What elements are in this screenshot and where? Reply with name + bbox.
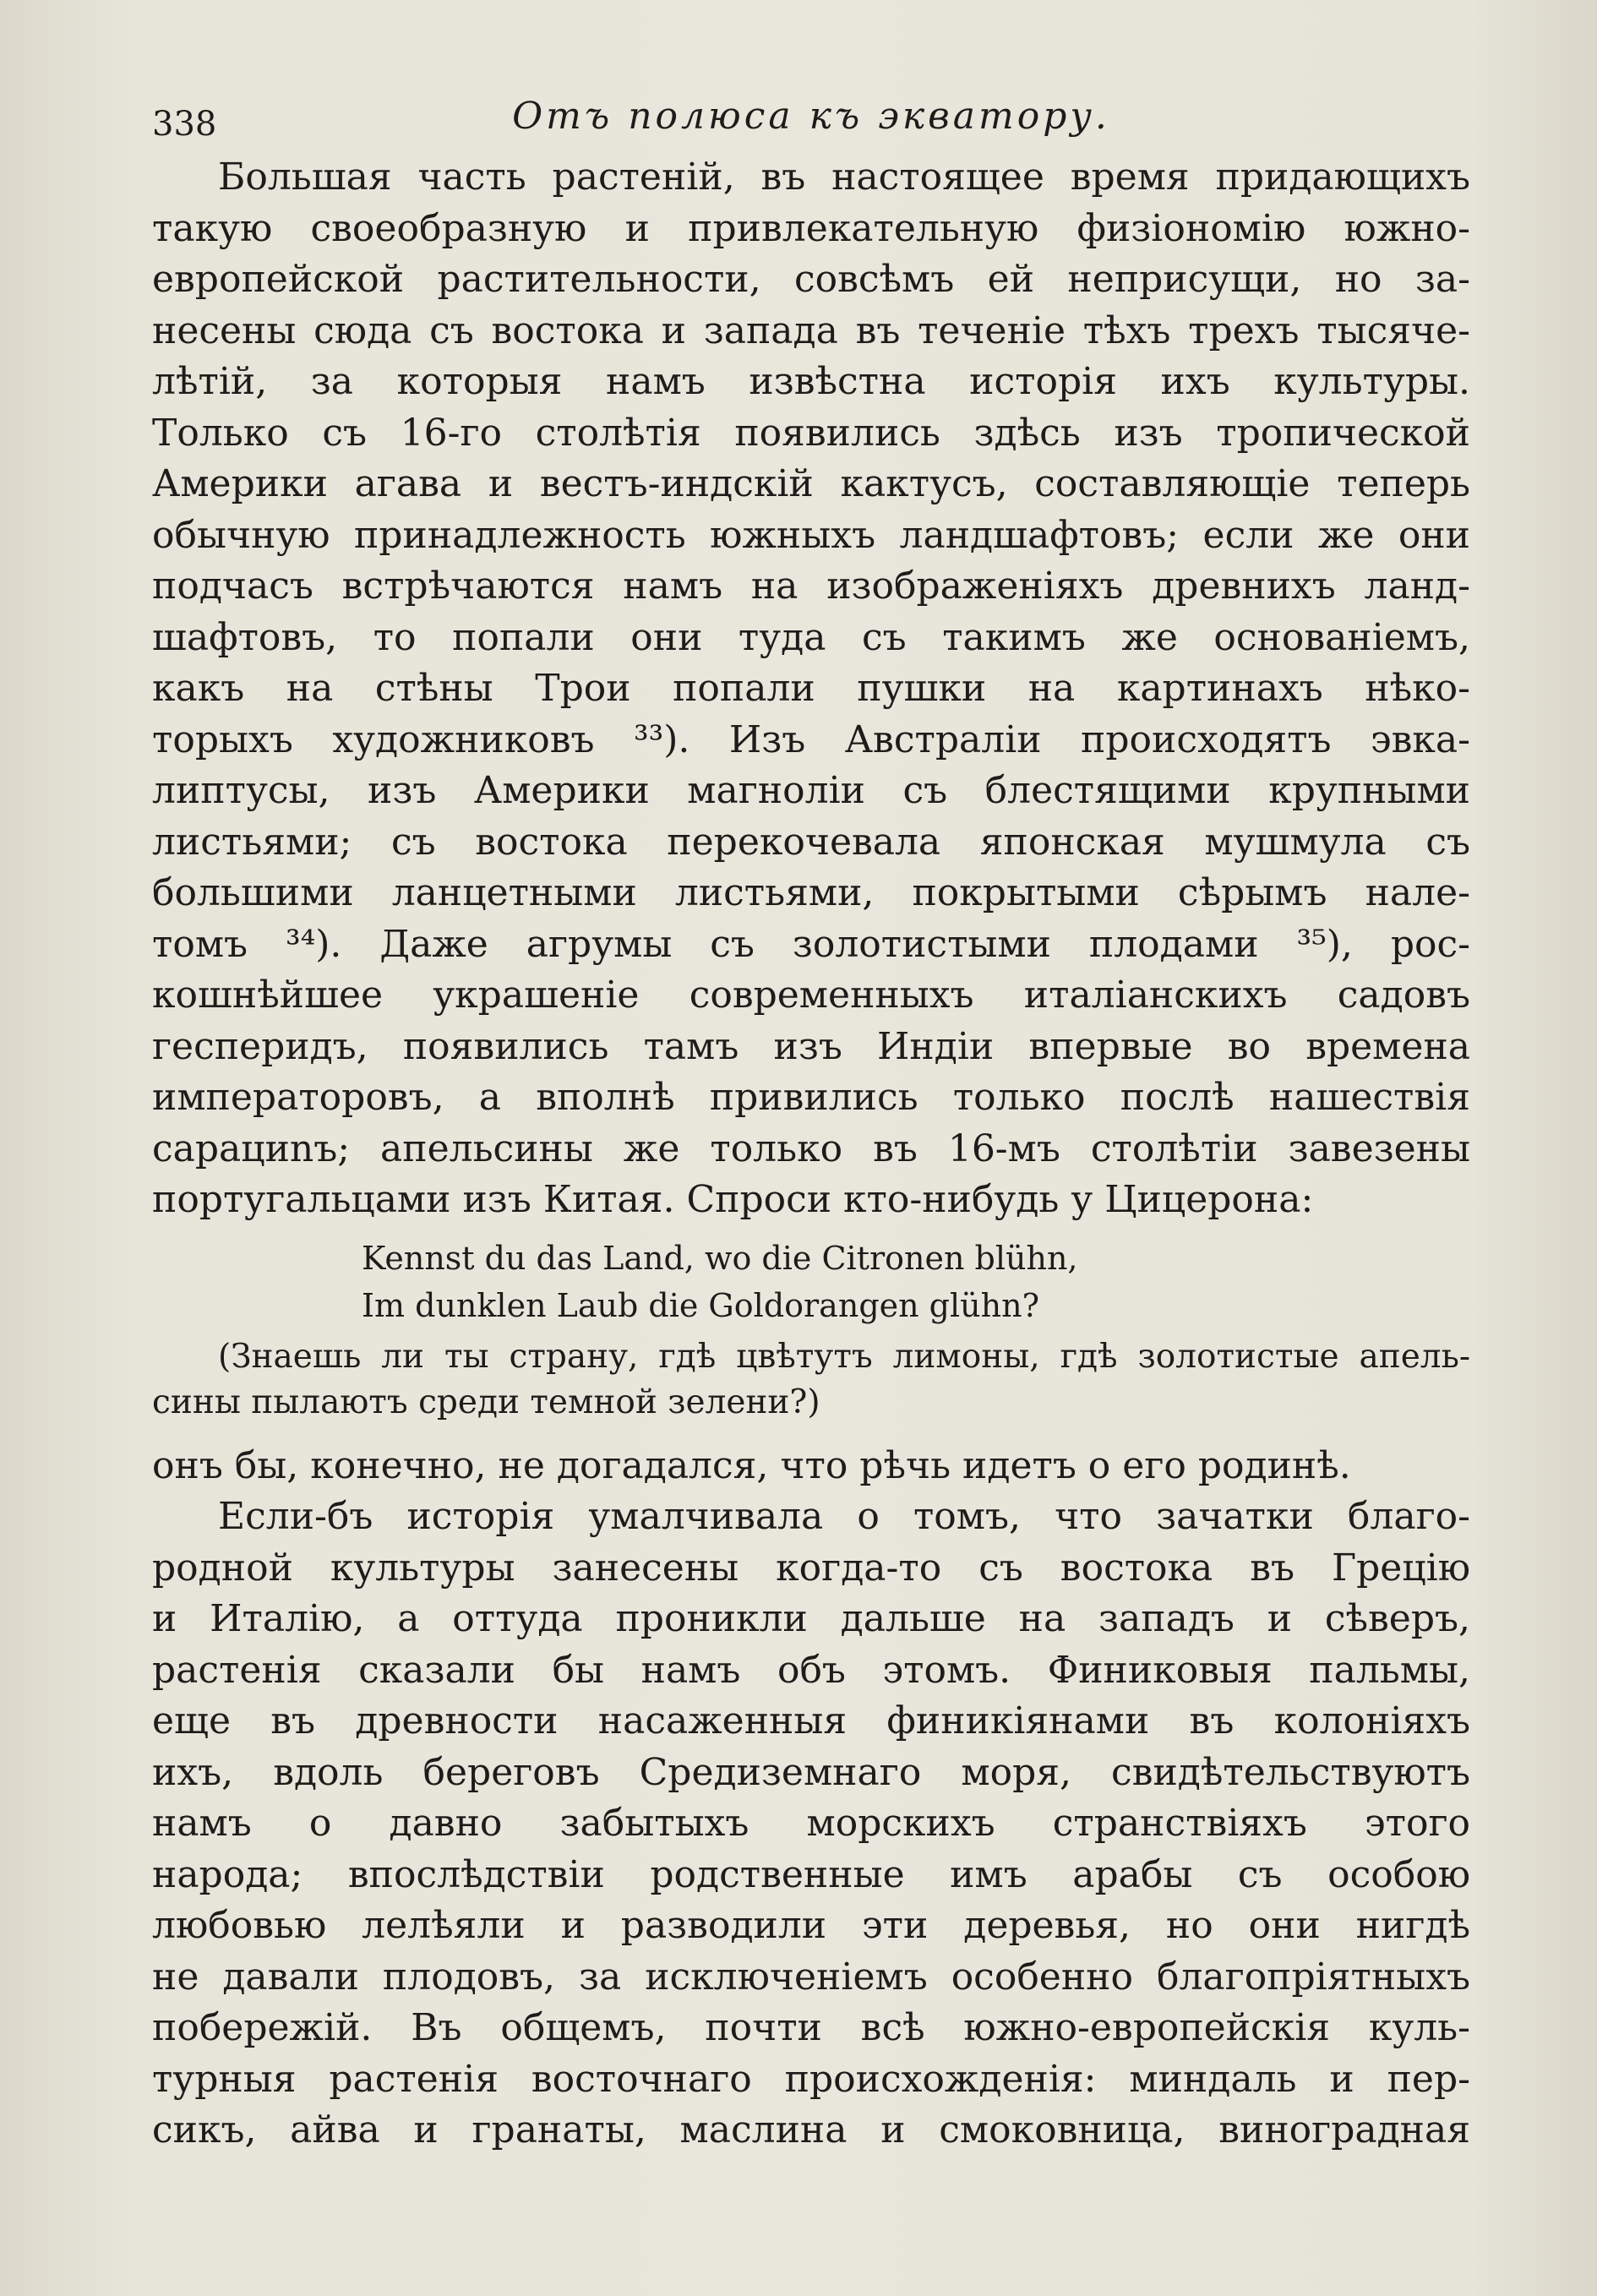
running-title: Отъ полюса къ экватору. — [512, 95, 1110, 138]
text-line: побережій. Въ общемъ, почти всѣ южно-европейскія куль- — [152, 2006, 1470, 2049]
text-line: императоровъ, а вполнѣ привились только послѣ нашествія — [152, 1076, 1470, 1119]
text-line: Большая часть растеній, въ настоящее время придающихъ — [218, 155, 1470, 199]
text-line: несены сюда съ востока и запада въ теченіе тѣхъ трехъ тысяче- — [152, 308, 1470, 352]
text-line: подчасъ встрѣчаются намъ на изображеніяхъ древнихъ ланд- — [152, 564, 1470, 608]
text-line: гесперидъ, появились тамъ изъ Индіи впервые во времена — [152, 1024, 1470, 1068]
text-line: европейской растительности, совсѣмъ ей неприсущи, но за- — [152, 258, 1470, 301]
text-line: торыхъ художниковъ ³³). Изъ Австраліи происходятъ эвка- — [152, 717, 1470, 761]
text-line: не давали плодовъ, за исключеніемъ особенно благопріятныхъ — [152, 1955, 1470, 1999]
translation-line: (Знаешь ли ты страну, гдѣ цвѣтутъ лимоны, гдѣ золотистые апель- — [218, 1337, 1470, 1376]
text-line: такую своеобразную и привлекательную физіономію южно- — [152, 206, 1470, 250]
text-line: сикъ, айва и гранаты, маслина и смоковница, виноградная — [152, 2108, 1470, 2151]
poem-line: Im dunklen Laub die Goldorangen glühn? — [362, 1286, 1039, 1324]
text-line: листьями; съ востока перекочевала японская мушмула съ — [152, 820, 1470, 864]
text-line: Америки агава и вестъ-индскій кактусъ, составляющіе теперь — [152, 462, 1470, 505]
text-line: и Италію, а оттуда проникли дальше на западъ и сѣверъ, — [152, 1597, 1470, 1640]
text-line: Только съ 16-го столѣтія появились здѣсь изъ тропической — [152, 411, 1470, 455]
page-header — [152, 95, 1470, 154]
text-line: родной культуры занесены когда-то съ востока въ Грецію — [152, 1546, 1470, 1590]
text-line: обычную принадлежность южныхъ ландшафтовъ; если же они — [152, 513, 1470, 557]
text-line: томъ ³⁴). Даже агрумы съ золотистыми плодами ³⁵), рос- — [152, 922, 1470, 966]
translation-line: сины пылаютъ среди темной зелени?) — [152, 1383, 820, 1421]
text-line: ихъ, вдоль береговъ Средиземнаго моря, свидѣтельствуютъ — [152, 1750, 1470, 1794]
text-line: любовью лелѣяли и разводили эти деревья, но они нигдѣ — [152, 1904, 1470, 1947]
paragraph-1 — [152, 152, 1470, 1226]
text-line: большими ланцетными листьями, покрытыми сѣрымъ нале- — [152, 871, 1470, 914]
text-line: еще въ древности насаженныя финикіянами въ колоніяхъ — [152, 1699, 1470, 1742]
text-line: намъ о давно забытыхъ морскихъ странствіяхъ этого — [152, 1802, 1470, 1845]
text-line: португальцами изъ Китая. Спроси кто-нибудь у Цицерона: — [152, 1178, 1314, 1221]
text-line: какъ на стѣны Трои попали пушки на картинахъ нѣко- — [152, 667, 1470, 710]
text-line: шафтовъ, то попали они туда съ такимъ же основаніемъ, — [152, 615, 1470, 659]
text-line: турныя растенія восточнаго происхожденія: миндаль и пер- — [152, 2057, 1470, 2101]
text-line: липтусы, изъ Америки магноліи съ блестящими крупными — [152, 769, 1470, 812]
text-line: Если-бъ исторія умалчивала о томъ, что зачатки благо- — [218, 1495, 1470, 1538]
paragraph-2 — [152, 1492, 1470, 2157]
poem-quote — [152, 1235, 1470, 1329]
text-line: лѣтій, за которыя намъ извѣстна исторія ихъ культуры. — [152, 360, 1470, 403]
text-line: сарациnъ; апельсины же только въ 16-мъ столѣтіи завезены — [152, 1126, 1470, 1170]
text-line: кошнѣйшее украшеніе современныхъ италіанскихъ садовъ — [152, 973, 1470, 1017]
text-line: народа; впослѣдствіи родственные имъ арабы съ особою — [152, 1852, 1470, 1896]
poem-line: Kennst du das Land, wo die Citronen blühn, — [362, 1239, 1078, 1277]
page-number: 338 — [152, 105, 217, 144]
continuation-line: онъ бы, конечно, не догадался, что рѣчь идетъ о его родинѣ. — [152, 1443, 1351, 1487]
text-line: растенія сказали бы намъ объ этомъ. Финиковыя пальмы, — [152, 1648, 1470, 1692]
poem-translation — [152, 1334, 1470, 1426]
body-text — [152, 152, 1470, 2157]
